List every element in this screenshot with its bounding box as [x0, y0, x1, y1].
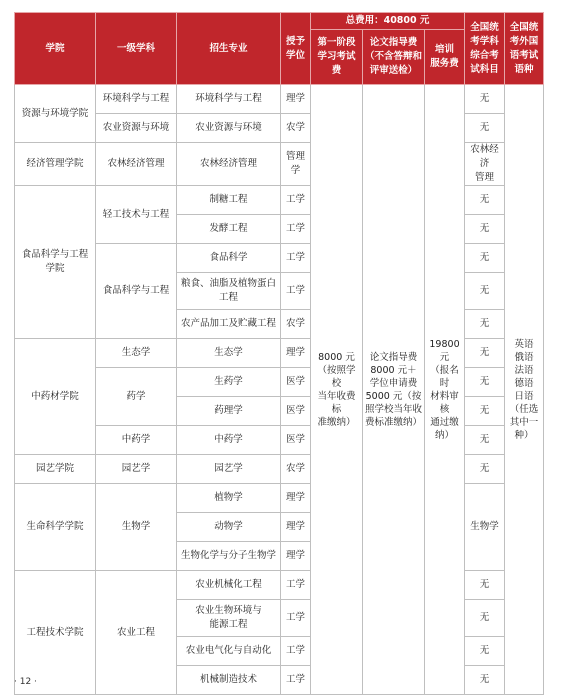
cell-discipline: 园艺学 [96, 455, 177, 484]
cell-college: 中药材学院 [15, 339, 96, 455]
table-row [15, 186, 544, 215]
col-header-college: 学院 [15, 13, 96, 85]
cell-stage1-fee: 8000 元 （按照学校 当年收费标 准缴纳） [311, 85, 363, 695]
cell-degree: 农学 [281, 114, 311, 143]
cell-major: 中药学 [177, 426, 281, 455]
cell-discipline: 生态学 [96, 339, 177, 368]
cell-major: 园艺学 [177, 455, 281, 484]
cell-college: 生命科学学院 [15, 484, 96, 571]
cell-discipline: 环境科学与工程 [96, 85, 177, 114]
col-header-total-fee: 总费用：40800 元 [311, 13, 465, 30]
cell-major: 农产品加工及贮藏工程 [177, 310, 281, 339]
table-row [15, 339, 544, 368]
col-header-thesis-fee: 论文指导费 （不含答辩和 评审送检） [363, 30, 425, 85]
cell-degree: 理学 [281, 513, 311, 542]
col-header-discipline: 一级学科 [96, 13, 177, 85]
cell-degree: 医学 [281, 368, 311, 397]
cell-languages: 英语 俄语 法语 德语 日语 （任选 其中一 种） [505, 85, 544, 695]
table-row [15, 85, 544, 114]
cell-exam: 无 [465, 244, 505, 273]
cell-discipline: 食品科学与工程 [96, 244, 177, 339]
col-header-degree: 授予 学位 [281, 13, 311, 85]
cell-degree: 理学 [281, 484, 311, 513]
table-row [15, 455, 544, 484]
cell-degree: 理学 [281, 85, 311, 114]
cell-discipline: 农业资源与环境 [96, 114, 177, 143]
cell-degree: 工学 [281, 186, 311, 215]
cell-college: 园艺学院 [15, 455, 96, 484]
col-header-training-fee: 培训 服务费 [425, 30, 465, 85]
cell-major: 植物学 [177, 484, 281, 513]
cell-discipline: 农业工程 [96, 571, 177, 695]
col-header-stage1-fee: 第一阶段 学习考试费 [311, 30, 363, 85]
cell-major: 农业资源与环境 [177, 114, 281, 143]
cell-major: 粮食、油脂及植物蛋白 工程 [177, 273, 281, 310]
col-header-national-exam: 全国统 考学科 综合考 试科目 [465, 13, 505, 85]
cell-major: 药理学 [177, 397, 281, 426]
cell-exam: 无 [465, 368, 505, 397]
cell-discipline: 药学 [96, 368, 177, 426]
cell-major: 生药学 [177, 368, 281, 397]
cell-major: 农林经济管理 [177, 143, 281, 186]
cell-major: 制糖工程 [177, 186, 281, 215]
cell-degree: 医学 [281, 397, 311, 426]
cell-exam: 无 [465, 600, 505, 637]
col-header-major: 招生专业 [177, 13, 281, 85]
cell-degree: 工学 [281, 244, 311, 273]
cell-exam: 无 [465, 114, 505, 143]
cell-exam: 无 [465, 339, 505, 368]
cell-exam: 无 [465, 215, 505, 244]
cell-major: 机械制造技术 [177, 666, 281, 695]
cell-discipline: 生物学 [96, 484, 177, 571]
cell-training-fee: 19800 元 （报名时 材料审核 通过缴 纳） [425, 85, 465, 695]
cell-degree: 工学 [281, 637, 311, 666]
cell-thesis-fee: 论文指导费 8000 元＋ 学位申请费 5000 元（按 照学校当年收 费标准缴纳） [363, 85, 425, 695]
cell-major: 农业机械化工程 [177, 571, 281, 600]
col-header-language: 全国统 考外国 语考试 语种 [505, 13, 544, 85]
cell-college: 食品科学与工程 学院 [15, 186, 96, 339]
cell-major: 农业生物环境与 能源工程 [177, 600, 281, 637]
cell-degree: 农学 [281, 310, 311, 339]
cell-discipline: 农林经济管理 [96, 143, 177, 186]
cell-degree: 工学 [281, 273, 311, 310]
cell-degree: 工学 [281, 571, 311, 600]
cell-degree: 农学 [281, 455, 311, 484]
cell-exam: 无 [465, 571, 505, 600]
cell-discipline: 中药学 [96, 426, 177, 455]
cell-major: 生物化学与分子生物学 [177, 542, 281, 571]
cell-major: 食品科学 [177, 244, 281, 273]
table-header-row [15, 13, 544, 30]
cell-exam: 无 [465, 186, 505, 215]
cell-exam: 无 [465, 426, 505, 455]
cell-degree: 工学 [281, 600, 311, 637]
cell-degree: 理学 [281, 339, 311, 368]
table-row [15, 484, 544, 513]
cell-exam: 无 [465, 273, 505, 310]
table-row [15, 571, 544, 600]
cell-exam: 无 [465, 637, 505, 666]
cell-discipline: 轻工技术与工程 [96, 186, 177, 244]
cell-degree: 医学 [281, 426, 311, 455]
cell-exam: 无 [465, 397, 505, 426]
cell-college: 资源与环境学院 [15, 85, 96, 143]
cell-degree: 工学 [281, 666, 311, 695]
admissions-table [14, 12, 544, 695]
cell-major: 发酵工程 [177, 215, 281, 244]
cell-degree: 工学 [281, 215, 311, 244]
cell-major: 动物学 [177, 513, 281, 542]
cell-major: 生态学 [177, 339, 281, 368]
cell-major: 农业电气化与自动化 [177, 637, 281, 666]
table-row [15, 143, 544, 186]
cell-college: 经济管理学院 [15, 143, 96, 186]
page-number: · 12 · [14, 677, 37, 687]
cell-degree: 理学 [281, 542, 311, 571]
cell-college: 工程技术学院 [15, 571, 96, 695]
cell-major: 环境科学与工程 [177, 85, 281, 114]
cell-exam: 无 [465, 455, 505, 484]
cell-exam: 无 [465, 666, 505, 695]
cell-exam: 生物学 [465, 484, 505, 571]
cell-degree: 管理学 [281, 143, 311, 186]
cell-exam: 无 [465, 85, 505, 114]
cell-exam: 无 [465, 310, 505, 339]
cell-exam: 农林经济 管理 [465, 143, 505, 186]
